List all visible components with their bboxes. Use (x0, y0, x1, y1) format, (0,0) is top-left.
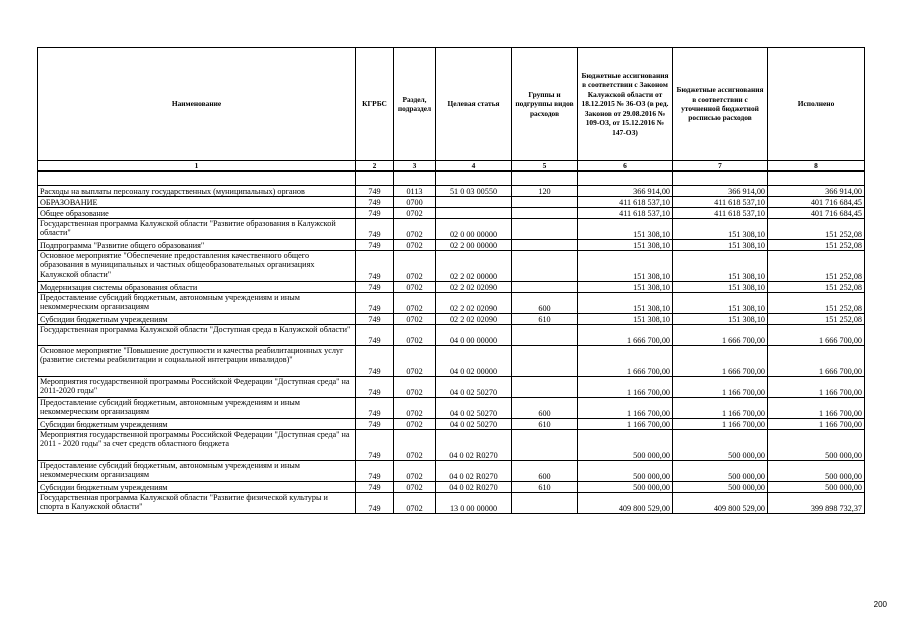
cell-executed: 1 166 700,00 (768, 398, 865, 419)
cell-executed: 399 898 732,37 (768, 493, 865, 514)
cell-executed: 151 252,08 (768, 314, 865, 325)
cell-law: 1 166 700,00 (578, 398, 673, 419)
cell-name: Мероприятия государственной программы Российской Федерации "Доступная среда" на 2011-2020 годы" (38, 377, 356, 398)
table-row (38, 208, 865, 219)
table-row (38, 346, 865, 377)
cell-name: Модернизация системы образования области (38, 282, 356, 293)
cell-kgrbs: 749 (356, 186, 394, 197)
cell-target: 04 0 02 R0270 (436, 482, 512, 493)
cell-kgrbs: 749 (356, 430, 394, 461)
cell-law: 500 000,00 (578, 461, 673, 482)
cell-target: 02 0 00 00000 (436, 219, 512, 240)
cell-law: 151 308,10 (578, 240, 673, 251)
header-kgrbs: КГРБС (356, 48, 394, 161)
cell-executed: 500 000,00 (768, 461, 865, 482)
cell-group (512, 251, 578, 282)
cell-refined: 1 166 700,00 (673, 377, 768, 398)
cell-group: 600 (512, 398, 578, 419)
cell-name: Предоставление субсидий бюджетным, автономным учреждениям и иным некоммерческим организациям (38, 293, 356, 314)
header-row (38, 48, 865, 161)
cell-kgrbs: 749 (356, 493, 394, 514)
cell-target: 04 0 02 00000 (436, 346, 512, 377)
header-razdel: Раздел, подраздел (394, 48, 436, 161)
table-row (38, 293, 865, 314)
cell-target: 02 2 02 02090 (436, 282, 512, 293)
cell-name: Государственная программа Калужской области "Доступная среда в Калужской области" (38, 325, 356, 346)
cell-group: 600 (512, 461, 578, 482)
header-name: Наименование (38, 48, 356, 161)
cell-razdel: 0113 (394, 186, 436, 197)
cell-target: 04 0 02 R0270 (436, 430, 512, 461)
cell-group (512, 325, 578, 346)
column-number: 6 (578, 161, 673, 172)
cell-refined: 500 000,00 (673, 430, 768, 461)
cell-group: 610 (512, 419, 578, 430)
cell-target: 04 0 02 50270 (436, 419, 512, 430)
cell-razdel: 0702 (394, 493, 436, 514)
cell-refined: 366 914,00 (673, 186, 768, 197)
cell-law: 1 166 700,00 (578, 377, 673, 398)
table-row (38, 430, 865, 461)
cell-group (512, 493, 578, 514)
cell-refined: 1 166 700,00 (673, 398, 768, 419)
table-row (38, 398, 865, 419)
column-number: 5 (512, 161, 578, 172)
cell-executed: 401 716 684,45 (768, 197, 865, 208)
cell-executed: 151 252,08 (768, 219, 865, 240)
cell-target: 04 0 00 00000 (436, 325, 512, 346)
cell-executed: 1 166 700,00 (768, 419, 865, 430)
column-number: 3 (394, 161, 436, 172)
cell-group (512, 219, 578, 240)
table-row (38, 219, 865, 240)
cell-razdel: 0702 (394, 398, 436, 419)
header-executed: Исполнено (768, 48, 865, 161)
cell-name: ОБРАЗОВАНИЕ (38, 197, 356, 208)
cell-name: Общее образование (38, 208, 356, 219)
cell-group (512, 208, 578, 219)
table-row (38, 186, 865, 197)
column-number: 8 (768, 161, 865, 172)
cell-law: 366 914,00 (578, 186, 673, 197)
cell-law: 151 308,10 (578, 314, 673, 325)
cell-group (512, 282, 578, 293)
cell-razdel: 0700 (394, 197, 436, 208)
cell-executed: 1 166 700,00 (768, 377, 865, 398)
table-row (38, 419, 865, 430)
cell-group: 610 (512, 314, 578, 325)
table-row (38, 314, 865, 325)
cell-refined: 500 000,00 (673, 461, 768, 482)
column-number-row (38, 161, 865, 172)
cell-executed: 401 716 684,45 (768, 208, 865, 219)
cell-executed: 151 252,08 (768, 240, 865, 251)
cell-group (512, 377, 578, 398)
cell-razdel: 0702 (394, 430, 436, 461)
cell-refined: 151 308,10 (673, 240, 768, 251)
header-refined: Бюджетные ассигнования в соответствии с уточненной бюджетной росписью расходов (673, 48, 768, 161)
cell-refined: 1 666 700,00 (673, 325, 768, 346)
page-number: 200 (873, 600, 887, 609)
cell-kgrbs: 749 (356, 219, 394, 240)
cell-group: 120 (512, 186, 578, 197)
header-law: Бюджетные ассигнования в соответствии с Законом Калужской области от 18.12.2015 № 36-ОЗ (в ред. Законов от 29.08.2016 № 109-ОЗ, от 15.12.2016 № 147-ОЗ) (578, 48, 673, 161)
cell-refined: 151 308,10 (673, 251, 768, 282)
cell-law: 500 000,00 (578, 430, 673, 461)
cell-group (512, 430, 578, 461)
cell-refined: 500 000,00 (673, 482, 768, 493)
cell-group: 600 (512, 293, 578, 314)
cell-law: 151 308,10 (578, 293, 673, 314)
cell-name: Предоставление субсидий бюджетным, автономным учреждениям и иным некоммерческим организациям (38, 461, 356, 482)
cell-law: 151 308,10 (578, 282, 673, 293)
cell-name: Подпрограмма "Развитие общего образования" (38, 240, 356, 251)
cell-razdel: 0702 (394, 346, 436, 377)
cell-refined: 151 308,10 (673, 314, 768, 325)
cell-target: 04 0 02 R0270 (436, 461, 512, 482)
cell-target (436, 208, 512, 219)
cell-name: Расходы на выплаты персоналу государственных (муниципальных) органов (38, 186, 356, 197)
cell-law: 409 800 529,00 (578, 493, 673, 514)
cell-executed: 151 252,08 (768, 293, 865, 314)
cell-name: Субсидии бюджетным учреждениям (38, 482, 356, 493)
cell-kgrbs: 749 (356, 461, 394, 482)
cell-kgrbs: 749 (356, 346, 394, 377)
cell-kgrbs: 749 (356, 293, 394, 314)
cell-law: 411 618 537,10 (578, 208, 673, 219)
cell-executed: 151 252,08 (768, 251, 865, 282)
cell-razdel: 0702 (394, 251, 436, 282)
cell-target: 13 0 00 00000 (436, 493, 512, 514)
table-row (38, 325, 865, 346)
table-row (38, 251, 865, 282)
cell-kgrbs: 749 (356, 377, 394, 398)
cell-refined: 151 308,10 (673, 219, 768, 240)
cell-group: 610 (512, 482, 578, 493)
cell-name: Основное мероприятие "Повышение доступности и качества реабилитационных услуг (развитие системы реабилитации и социальной интеграции инвалидов)" (38, 346, 356, 377)
cell-refined: 1 166 700,00 (673, 419, 768, 430)
cell-razdel: 0702 (394, 219, 436, 240)
cell-group (512, 346, 578, 377)
table-row (38, 282, 865, 293)
table-row (38, 461, 865, 482)
cell-target: 04 0 02 50270 (436, 377, 512, 398)
table-row (38, 197, 865, 208)
cell-refined: 151 308,10 (673, 293, 768, 314)
cell-law: 1 666 700,00 (578, 346, 673, 377)
cell-law: 411 618 537,10 (578, 197, 673, 208)
table-row (38, 493, 865, 514)
cell-law: 1 166 700,00 (578, 419, 673, 430)
cell-kgrbs: 749 (356, 251, 394, 282)
cell-executed: 151 252,08 (768, 282, 865, 293)
cell-kgrbs: 749 (356, 240, 394, 251)
cell-name: Государственная программа Калужской области "Развитие образования в Калужской области" (38, 219, 356, 240)
cell-refined: 409 800 529,00 (673, 493, 768, 514)
cell-kgrbs: 749 (356, 325, 394, 346)
cell-razdel: 0702 (394, 314, 436, 325)
cell-refined: 411 618 537,10 (673, 208, 768, 219)
cell-name: Субсидии бюджетным учреждениям (38, 314, 356, 325)
table-row (38, 240, 865, 251)
cell-name: Субсидии бюджетным учреждениям (38, 419, 356, 430)
cell-kgrbs: 749 (356, 314, 394, 325)
cell-refined: 151 308,10 (673, 282, 768, 293)
cell-target: 02 2 00 00000 (436, 240, 512, 251)
cell-kgrbs: 749 (356, 197, 394, 208)
budget-table (37, 47, 865, 514)
cell-target: 02 2 02 00000 (436, 251, 512, 282)
cell-target: 04 0 02 50270 (436, 398, 512, 419)
table-row (38, 377, 865, 398)
cell-target: 02 2 02 02090 (436, 314, 512, 325)
cell-kgrbs: 749 (356, 419, 394, 430)
spacer-row (38, 171, 865, 186)
cell-kgrbs: 749 (356, 208, 394, 219)
cell-law: 500 000,00 (578, 482, 673, 493)
column-number: 1 (38, 161, 356, 172)
cell-target (436, 197, 512, 208)
cell-razdel: 0702 (394, 461, 436, 482)
cell-kgrbs: 749 (356, 398, 394, 419)
table-row (38, 482, 865, 493)
cell-law: 1 666 700,00 (578, 325, 673, 346)
cell-razdel: 0702 (394, 325, 436, 346)
cell-razdel: 0702 (394, 482, 436, 493)
cell-name: Основное мероприятие "Обеспечение предоставления качественного общего образования в муниципальных и частных общеобразовательных организациях Калужской области" (38, 251, 356, 282)
header-target: Целевая статья (436, 48, 512, 161)
column-number: 7 (673, 161, 768, 172)
cell-kgrbs: 749 (356, 482, 394, 493)
cell-name: Предоставление субсидий бюджетным, автономным учреждениям и иным некоммерческим организациям (38, 398, 356, 419)
cell-target: 51 0 03 00550 (436, 186, 512, 197)
column-number: 4 (436, 161, 512, 172)
cell-executed: 366 914,00 (768, 186, 865, 197)
cell-razdel: 0702 (394, 419, 436, 430)
cell-refined: 411 618 537,10 (673, 197, 768, 208)
cell-name: Государственная программа Калужской области "Развитие физической культуры и спорта в Калужской области" (38, 493, 356, 514)
column-number: 2 (356, 161, 394, 172)
cell-razdel: 0702 (394, 240, 436, 251)
cell-razdel: 0702 (394, 208, 436, 219)
cell-group (512, 197, 578, 208)
cell-executed: 500 000,00 (768, 482, 865, 493)
cell-executed: 500 000,00 (768, 430, 865, 461)
cell-razdel: 0702 (394, 282, 436, 293)
cell-razdel: 0702 (394, 377, 436, 398)
cell-group (512, 240, 578, 251)
cell-kgrbs: 749 (356, 282, 394, 293)
cell-executed: 1 666 700,00 (768, 346, 865, 377)
cell-target: 02 2 02 02090 (436, 293, 512, 314)
cell-refined: 1 666 700,00 (673, 346, 768, 377)
cell-executed: 1 666 700,00 (768, 325, 865, 346)
cell-razdel: 0702 (394, 293, 436, 314)
cell-law: 151 308,10 (578, 251, 673, 282)
header-groups: Группы и подгруппы видов расходов (512, 48, 578, 161)
cell-name: Мероприятия государственной программы Российской Федерации "Доступная среда" на 2011 - 2020 годы" за счет средств областного бюджета (38, 430, 356, 461)
cell-law: 151 308,10 (578, 219, 673, 240)
